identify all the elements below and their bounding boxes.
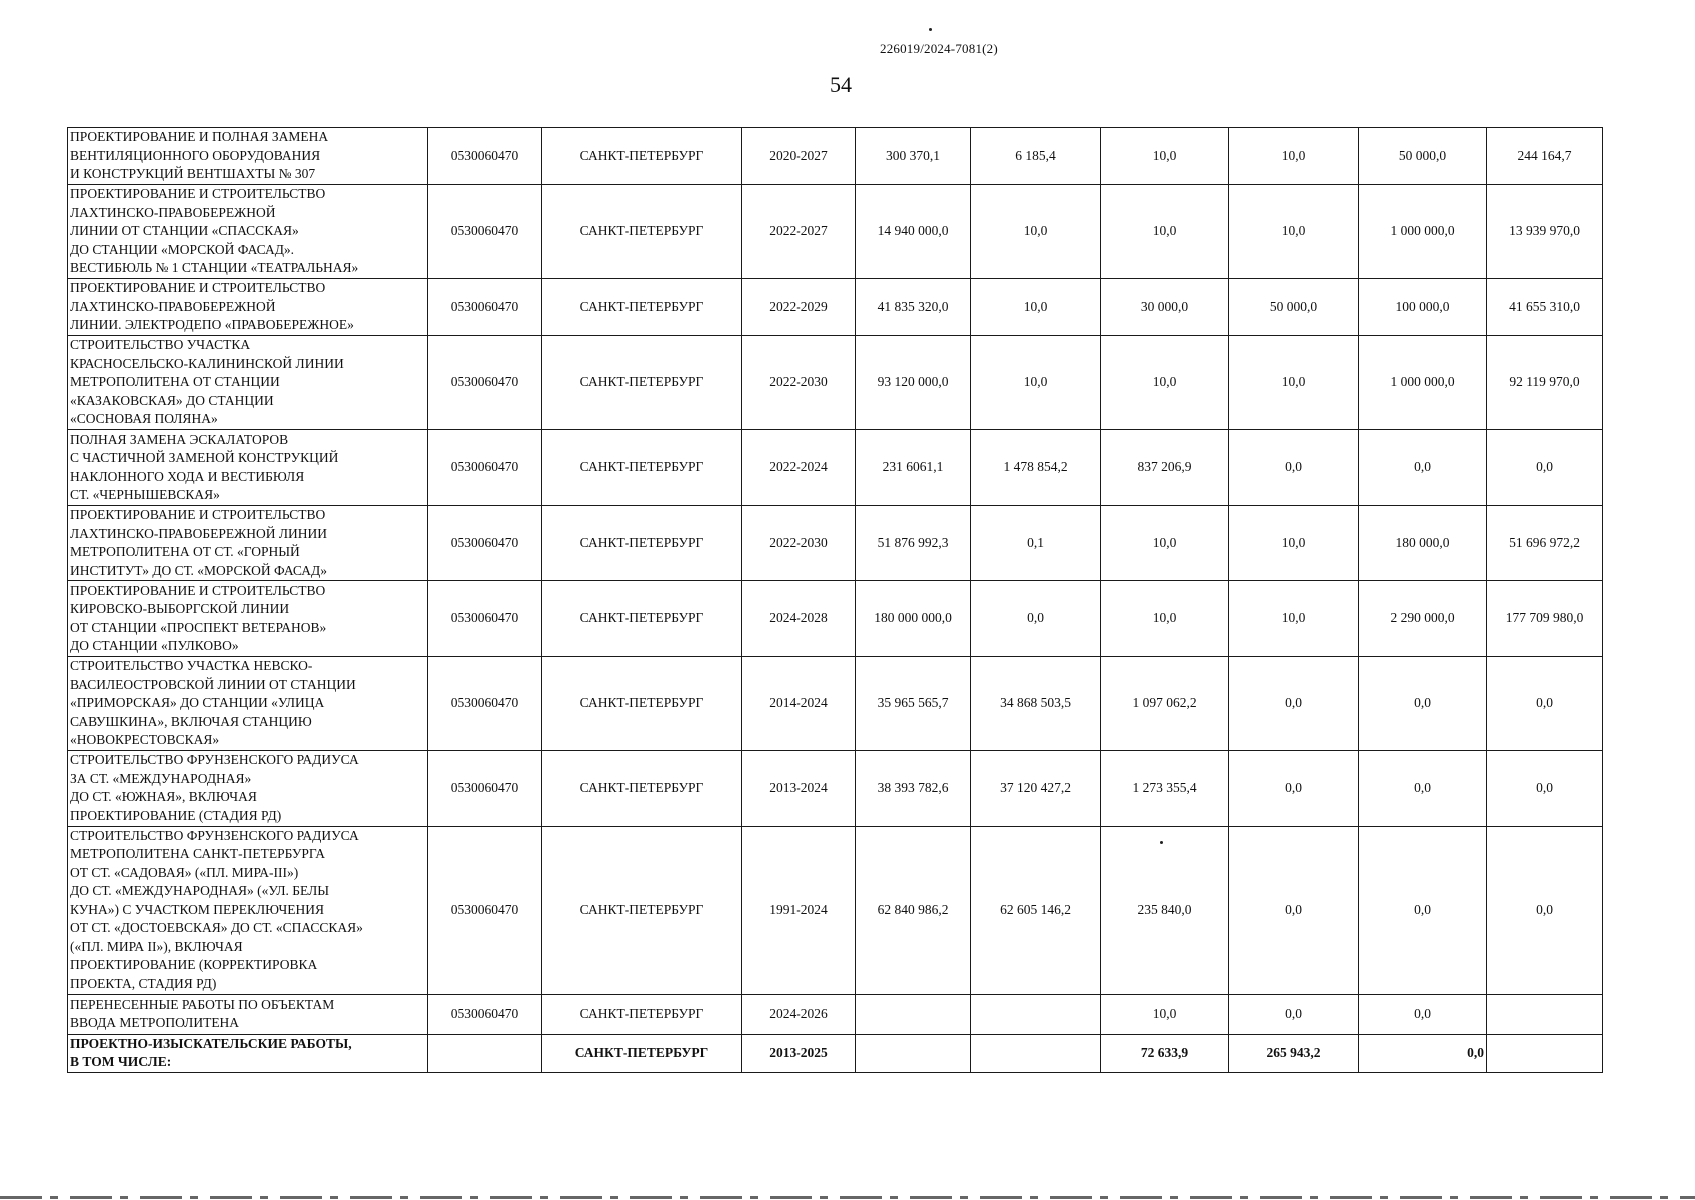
code-cell: 0530060470: [428, 336, 542, 430]
period-cell: 2014-2024: [742, 657, 856, 751]
city-cell: САНКТ-ПЕТЕРБУРГ: [542, 336, 742, 430]
city-cell: САНКТ-ПЕТЕРБУРГ: [542, 430, 742, 506]
value-cell: 41 655 310,0: [1487, 279, 1603, 336]
value-cell: 0,0: [1487, 657, 1603, 751]
total-row: [68, 1034, 1603, 1072]
value-cell: 231 6061,1: [856, 430, 971, 506]
value-cell: 10,0: [1229, 185, 1359, 279]
period-cell: 2020-2027: [742, 128, 856, 185]
value-cell: 1 273 355,4: [1101, 750, 1229, 826]
value-cell: [856, 1034, 971, 1072]
value-cell: 0,0: [1487, 826, 1603, 994]
value-cell: [1487, 994, 1603, 1034]
value-cell: 10,0: [1101, 336, 1229, 430]
value-cell: 72 633,9: [1101, 1034, 1229, 1072]
period-cell: 2022-2027: [742, 185, 856, 279]
code-cell: 0530060470: [428, 128, 542, 185]
city-cell: САНКТ-ПЕТЕРБУРГ: [542, 750, 742, 826]
object-name-cell: ПРОЕКТИРОВАНИЕ И СТРОИТЕЛЬСТВО ЛАХТИНСКО-ПРАВОБЕРЕЖНОЙ ЛИНИИ МЕТРОПОЛИТЕНА ОТ СТ. «ГОРНЫЙ ИНСТИТУТ» ДО СТ. «МОРСКОЙ ФАСАД»: [68, 506, 428, 581]
object-name-cell: СТРОИТЕЛЬСТВО ФРУНЗЕНСКОГО РАДИУСА МЕТРОПОЛИТЕНА САНКТ-ПЕТЕРБУРГА ОТ СТ. «САДОВАЯ» («ПЛ. МИРА-III») ДО СТ. «МЕЖДУНАРОДНАЯ» («УЛ. БЕЛЫ КУНА») С УЧАСТКОМ ПЕРЕКЛЮЧЕНИЯ ОТ СТ. «ДОСТОЕВСКАЯ» ДО СТ. «СПАССКАЯ» («ПЛ. МИРА II»), ВКЛЮЧАЯ ПРОЕКТИРОВАНИЕ (КОРРЕКТИРОВКА ПРОЕКТА, СТАДИЯ РД): [68, 826, 428, 994]
object-name-cell: СТРОИТЕЛЬСТВО ФРУНЗЕНСКОГО РАДИУСА ЗА СТ. «МЕЖДУНАРОДНАЯ» ДО СТ. «ЮЖНАЯ», ВКЛЮЧАЯ ПРОЕКТИРОВАНИЕ (СТАДИЯ РД): [68, 750, 428, 826]
value-cell: 0,0: [1229, 826, 1359, 994]
code-cell: 0530060470: [428, 657, 542, 751]
city-cell: САНКТ-ПЕТЕРБУРГ: [542, 506, 742, 581]
object-name-cell: ПРОЕКТНО-ИЗЫСКАТЕЛЬСКИЕ РАБОТЫ, В ТОМ ЧИСЛЕ:: [68, 1034, 428, 1072]
period-cell: 2022-2024: [742, 430, 856, 506]
table-row: [68, 185, 1603, 279]
value-cell: 10,0: [971, 336, 1101, 430]
table-row: [68, 128, 1603, 185]
city-cell: САНКТ-ПЕТЕРБУРГ: [542, 185, 742, 279]
value-cell: 180 000 000,0: [856, 581, 971, 657]
code-cell: 0530060470: [428, 430, 542, 506]
value-cell: [856, 994, 971, 1034]
scan-edge-artifact: [0, 1196, 1695, 1199]
period-cell: 2013-2024: [742, 750, 856, 826]
value-cell: 10,0: [971, 185, 1101, 279]
value-cell: 10,0: [1101, 128, 1229, 185]
value-cell: 50 000,0: [1229, 279, 1359, 336]
city-cell: САНКТ-ПЕТЕРБУРГ: [542, 279, 742, 336]
code-cell: 0530060470: [428, 506, 542, 581]
code-cell: 0530060470: [428, 279, 542, 336]
value-cell: 177 709 980,0: [1487, 581, 1603, 657]
value-cell: 62 605 146,2: [971, 826, 1101, 994]
value-cell: 1 000 000,0: [1359, 336, 1487, 430]
city-cell: САНКТ-ПЕТЕРБУРГ: [542, 1034, 742, 1072]
object-name-cell: ПРОЕКТИРОВАНИЕ И СТРОИТЕЛЬСТВО КИРОВСКО-ВЫБОРГСКОЙ ЛИНИИ ОТ СТАНЦИИ «ПРОСПЕКТ ВЕТЕРАНОВ» ДО СТАНЦИИ «ПУЛКОВО»: [68, 581, 428, 657]
period-cell: 2022-2029: [742, 279, 856, 336]
value-cell: 0,0: [1359, 1034, 1487, 1072]
value-cell: 1 478 854,2: [971, 430, 1101, 506]
value-cell: 10,0: [1229, 506, 1359, 581]
value-cell: 35 965 565,7: [856, 657, 971, 751]
object-name-cell: СТРОИТЕЛЬСТВО УЧАСТКА КРАСНОСЕЛЬСКО-КАЛИНИНСКОЙ ЛИНИИ МЕТРОПОЛИТЕНА ОТ СТАНЦИИ «КАЗАКОВСКАЯ» ДО СТАНЦИИ «СОСНОВАЯ ПОЛЯНА»: [68, 336, 428, 430]
value-cell: 10,0: [1229, 581, 1359, 657]
code-cell: [428, 1034, 542, 1072]
value-cell: 30 000,0: [1101, 279, 1229, 336]
value-cell: 51 876 992,3: [856, 506, 971, 581]
object-name-cell: ПРОЕКТИРОВАНИЕ И СТРОИТЕЛЬСТВО ЛАХТИНСКО-ПРАВОБЕРЕЖНОЙ ЛИНИИ ОТ СТАНЦИИ «СПАССКАЯ» ДО СТАНЦИИ «МОРСКОЙ ФАСАД». ВЕСТИБЮЛЬ № 1 СТАНЦИИ «ТЕАТРАЛЬНАЯ»: [68, 185, 428, 279]
value-cell: 2 290 000,0: [1359, 581, 1487, 657]
object-name-cell: ПОЛНАЯ ЗАМЕНА ЭСКАЛАТОРОВ С ЧАСТИЧНОЙ ЗАМЕНОЙ КОНСТРУКЦИЙ НАКЛОННОГО ХОДА И ВЕСТИБЮЛЯ СТ. «ЧЕРНЫШЕВСКАЯ»: [68, 430, 428, 506]
table-row: [68, 994, 1603, 1034]
code-cell: 0530060470: [428, 750, 542, 826]
value-cell: 1 000 000,0: [1359, 185, 1487, 279]
value-cell: 0,0: [1229, 750, 1359, 826]
period-cell: 2024-2028: [742, 581, 856, 657]
value-cell: 34 868 503,5: [971, 657, 1101, 751]
value-cell: 0,0: [1359, 994, 1487, 1034]
value-cell: 10,0: [1101, 506, 1229, 581]
value-cell: 93 120 000,0: [856, 336, 971, 430]
value-cell: 0,0: [1487, 430, 1603, 506]
value-cell: [971, 994, 1101, 1034]
value-cell: 300 370,1: [856, 128, 971, 185]
value-cell: 0,0: [1359, 750, 1487, 826]
city-cell: САНКТ-ПЕТЕРБУРГ: [542, 994, 742, 1034]
scan-speck: [929, 28, 932, 31]
code-cell: 0530060470: [428, 826, 542, 994]
object-name-cell: ПРОЕКТИРОВАНИЕ И СТРОИТЕЛЬСТВО ЛАХТИНСКО-ПРАВОБЕРЕЖНОЙ ЛИНИИ. ЭЛЕКТРОДЕПО «ПРАВОБЕРЕЖНОЕ»: [68, 279, 428, 336]
value-cell: 50 000,0: [1359, 128, 1487, 185]
document-number: 226019/2024-7081(2): [880, 41, 998, 56]
value-cell: 0,0: [1359, 657, 1487, 751]
table-row: [68, 279, 1603, 336]
value-cell: 180 000,0: [1359, 506, 1487, 581]
value-cell: 37 120 427,2: [971, 750, 1101, 826]
value-cell: 10,0: [1229, 336, 1359, 430]
value-cell: 14 940 000,0: [856, 185, 971, 279]
value-cell: 265 943,2: [1229, 1034, 1359, 1072]
period-cell: 2022-2030: [742, 336, 856, 430]
table-row: [68, 506, 1603, 581]
value-cell: 1 097 062,2: [1101, 657, 1229, 751]
object-name-cell: ПЕРЕНЕСЕННЫЕ РАБОТЫ ПО ОБЪЕКТАМ ВВОДА МЕТРОПОЛИТЕНА: [68, 994, 428, 1034]
city-cell: САНКТ-ПЕТЕРБУРГ: [542, 581, 742, 657]
period-cell: 2013-2025: [742, 1034, 856, 1072]
value-cell: 235 840,0: [1101, 826, 1229, 994]
value-cell: 92 119 970,0: [1487, 336, 1603, 430]
value-cell: 10,0: [1101, 581, 1229, 657]
code-cell: 0530060470: [428, 994, 542, 1034]
value-cell: 10,0: [1101, 185, 1229, 279]
value-cell: 51 696 972,2: [1487, 506, 1603, 581]
table-row: [68, 657, 1603, 751]
value-cell: 38 393 782,6: [856, 750, 971, 826]
value-cell: 244 164,7: [1487, 128, 1603, 185]
value-cell: 10,0: [971, 279, 1101, 336]
city-cell: САНКТ-ПЕТЕРБУРГ: [542, 826, 742, 994]
table-row: [68, 336, 1603, 430]
value-cell: 10,0: [1101, 994, 1229, 1034]
table-row: [68, 826, 1603, 994]
value-cell: 100 000,0: [1359, 279, 1487, 336]
city-cell: САНКТ-ПЕТЕРБУРГ: [542, 128, 742, 185]
city-cell: САНКТ-ПЕТЕРБУРГ: [542, 657, 742, 751]
code-cell: 0530060470: [428, 581, 542, 657]
object-name-cell: СТРОИТЕЛЬСТВО УЧАСТКА НЕВСКО- ВАСИЛЕОСТРОВСКОЙ ЛИНИИ ОТ СТАНЦИИ «ПРИМОРСКАЯ» ДО СТАНЦИИ «УЛИЦА САВУШКИНА», ВКЛЮЧАЯ СТАНЦИЮ «НОВОКРЕСТОВСКАЯ»: [68, 657, 428, 751]
table-row: [68, 581, 1603, 657]
value-cell: 0,0: [1229, 994, 1359, 1034]
value-cell: 0,0: [1359, 430, 1487, 506]
value-cell: 0,0: [1487, 750, 1603, 826]
table-body: [68, 128, 1603, 1073]
object-name-cell: ПРОЕКТИРОВАНИЕ И ПОЛНАЯ ЗАМЕНА ВЕНТИЛЯЦИОННОГО ОБОРУДОВАНИЯ И КОНСТРУКЦИЙ ВЕНТШАХТЫ № 307: [68, 128, 428, 185]
code-cell: 0530060470: [428, 185, 542, 279]
table-row: [68, 750, 1603, 826]
value-cell: 0,0: [1229, 430, 1359, 506]
value-cell: 0,0: [1359, 826, 1487, 994]
value-cell: 6 185,4: [971, 128, 1101, 185]
value-cell: 13 939 970,0: [1487, 185, 1603, 279]
value-cell: 0,1: [971, 506, 1101, 581]
table-row: [68, 430, 1603, 506]
value-cell: 41 835 320,0: [856, 279, 971, 336]
period-cell: 1991-2024: [742, 826, 856, 994]
period-cell: 2024-2026: [742, 994, 856, 1034]
period-cell: 2022-2030: [742, 506, 856, 581]
value-cell: 10,0: [1229, 128, 1359, 185]
value-cell: [971, 1034, 1101, 1072]
investment-table: [67, 127, 1603, 1073]
value-cell: [1487, 1034, 1603, 1072]
value-cell: 837 206,9: [1101, 430, 1229, 506]
value-cell: 0,0: [1229, 657, 1359, 751]
value-cell: 0,0: [971, 581, 1101, 657]
page-number: 54: [830, 72, 852, 97]
value-cell: 62 840 986,2: [856, 826, 971, 994]
